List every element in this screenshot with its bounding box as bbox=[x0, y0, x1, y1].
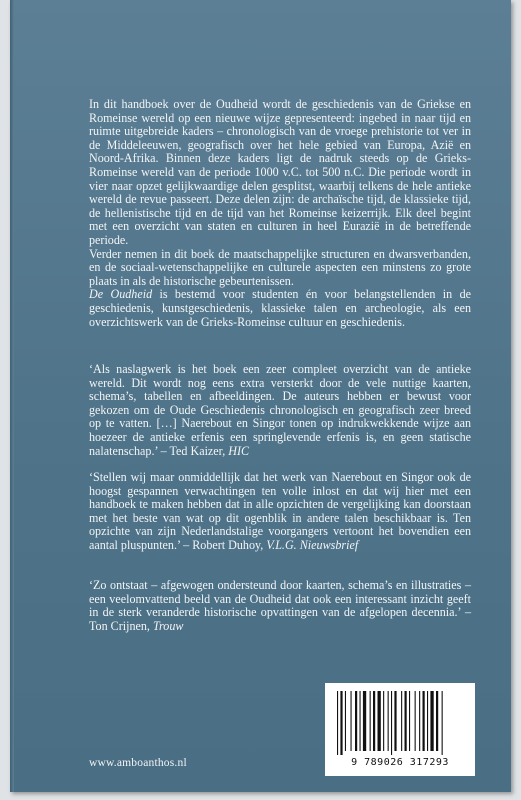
back-cover bbox=[10, 0, 511, 792]
review-source: V.L.G. Nieuwsbrief bbox=[266, 537, 359, 552]
book-description bbox=[89, 98, 471, 329]
barcode-bar bbox=[401, 691, 402, 751]
barcode-bar bbox=[363, 691, 366, 751]
barcode-bar bbox=[388, 691, 389, 751]
barcode-bar bbox=[378, 691, 381, 751]
barcode-bar bbox=[405, 691, 407, 751]
barcode-bar bbox=[340, 691, 342, 755]
barcode-bar bbox=[394, 691, 396, 751]
barcode-bar bbox=[351, 691, 352, 751]
barcode-bars bbox=[335, 691, 465, 755]
barcode-bar bbox=[383, 691, 384, 751]
review-quote-text: ‘Stellen wij maar onmiddellijk dat het werk van Naerebout en Singor ook de hoogst gespannen verwachtingen ten volle inlost en dat wij hier met een handboek te maken hebben dat in alle opzichten de vergelijking kan doorstaan met het beste van wat op dit ogenblik in andere talen beschikbaar is. Ten opzichte van zijn Nederlandstalige voorgangers vertoont het bovendien een aantal pluspunten.’ – Robert Duhoy, bbox=[89, 470, 471, 552]
barcode-bar bbox=[409, 691, 410, 751]
barcode-bar bbox=[430, 691, 433, 751]
barcode-bar bbox=[415, 691, 416, 751]
review-quote-text: ‘Zo ontstaat – afgewogen ondersteund door kaarten, schema’s en illustraties – een veelomvattend beeld van de Oudheid dat ook een interessant inzicht geeft in de sterk veranderde historische opvattingen van de afgelopen decennia.’ – Ton Crijnen, bbox=[89, 578, 471, 633]
review-source: HIC bbox=[228, 443, 250, 458]
isbn-number: 9 789026 317293 bbox=[351, 757, 449, 768]
description-paragraph-1: In dit handboek over de Oudheid wordt de geschiedenis van de Griekse en Romeinse wereld op een nieuwe wijze gepresenteerd: ingebed in naar tijd en ruimte uitgebreide kaders – chronologisch van de vroege prehistorie tot ver in de Middeleeuwen, geografisch over het hele gebied van Europa, Azië en Noord-Afrika. Binnen deze kaders ligt de nadruk steeds op de Grieks-Romeinse wereld van de periode 1000 v.C. tot 500 n.C. Die periode wordt in vier naar opzet gelijkwaardige delen gesplitst, waarbij telkens de hele antieke wereld de revue passeert. Deze delen zijn: de archaïsche tijd, de klassieke tijd, de hellenistische tijd en de tijd van het Romeinse keizerrijk. Elk deel begint met een overzicht van staten en culturen in heel Eurazië in de betreffende periode. bbox=[89, 97, 471, 247]
spine-edge bbox=[10, 0, 14, 792]
publisher-url: www.amboanthos.nl bbox=[89, 757, 187, 769]
barcode-bar bbox=[419, 691, 420, 751]
description-paragraph-3-text: is bestemd voor studenten én voor belangstellenden in de geschiedenis, kunstgeschiedenis, klassieke talen en archeologie, als een overzichtswerk van de Grieks-Romeinse cultuur en geschiedenis. bbox=[89, 287, 471, 329]
description-paragraph-3 bbox=[89, 288, 471, 329]
barcode-bar bbox=[360, 691, 361, 751]
review-source: Trouw bbox=[152, 618, 184, 633]
review-quote-kaizer bbox=[89, 363, 471, 458]
review-quote-text: ‘Als naslagwerk is het boek een zeer compleet overzicht van de antieke wereld. Dit wordt nog eens extra versterkt door de vele nuttige kaarten, schema’s, tabellen en afbeeldingen. De auteurs hebben er bewust voor gekozen om de Oude Geschiedenis chronologisch en geografisch zeer breed op te vatten. […] Naerebout en Singor tonen op indrukwekkende wijze aan hoezeer de antieke erfenis een springlevende erfenis is, en geen statische nalatenschap.’ – Ted Kaizer, bbox=[89, 362, 471, 458]
barcode-bar bbox=[373, 691, 375, 751]
review-quote-crijnen bbox=[89, 579, 471, 633]
barcode-bar bbox=[427, 691, 428, 751]
isbn-barcode bbox=[325, 683, 475, 776]
barcode-bar bbox=[370, 691, 371, 751]
barcode-bar bbox=[337, 691, 338, 755]
description-paragraph-2: Verder nemen in dit boek de maatschappelijke structuren en dwarsverbanden, en de sociaal-wetenschappelijke en culturele aspecten een minstens zo grote plaats in als de historische gebeurtenissen. bbox=[89, 246, 471, 288]
barcode-bar bbox=[442, 691, 443, 755]
barcode-bar bbox=[355, 691, 357, 751]
review-quote-duhoy bbox=[89, 471, 471, 553]
barcode-bar bbox=[436, 691, 438, 751]
book-title: De Oudheid bbox=[89, 287, 153, 302]
barcode-bar bbox=[423, 691, 425, 751]
barcode-bar bbox=[391, 691, 392, 755]
barcode-bar bbox=[345, 691, 346, 751]
